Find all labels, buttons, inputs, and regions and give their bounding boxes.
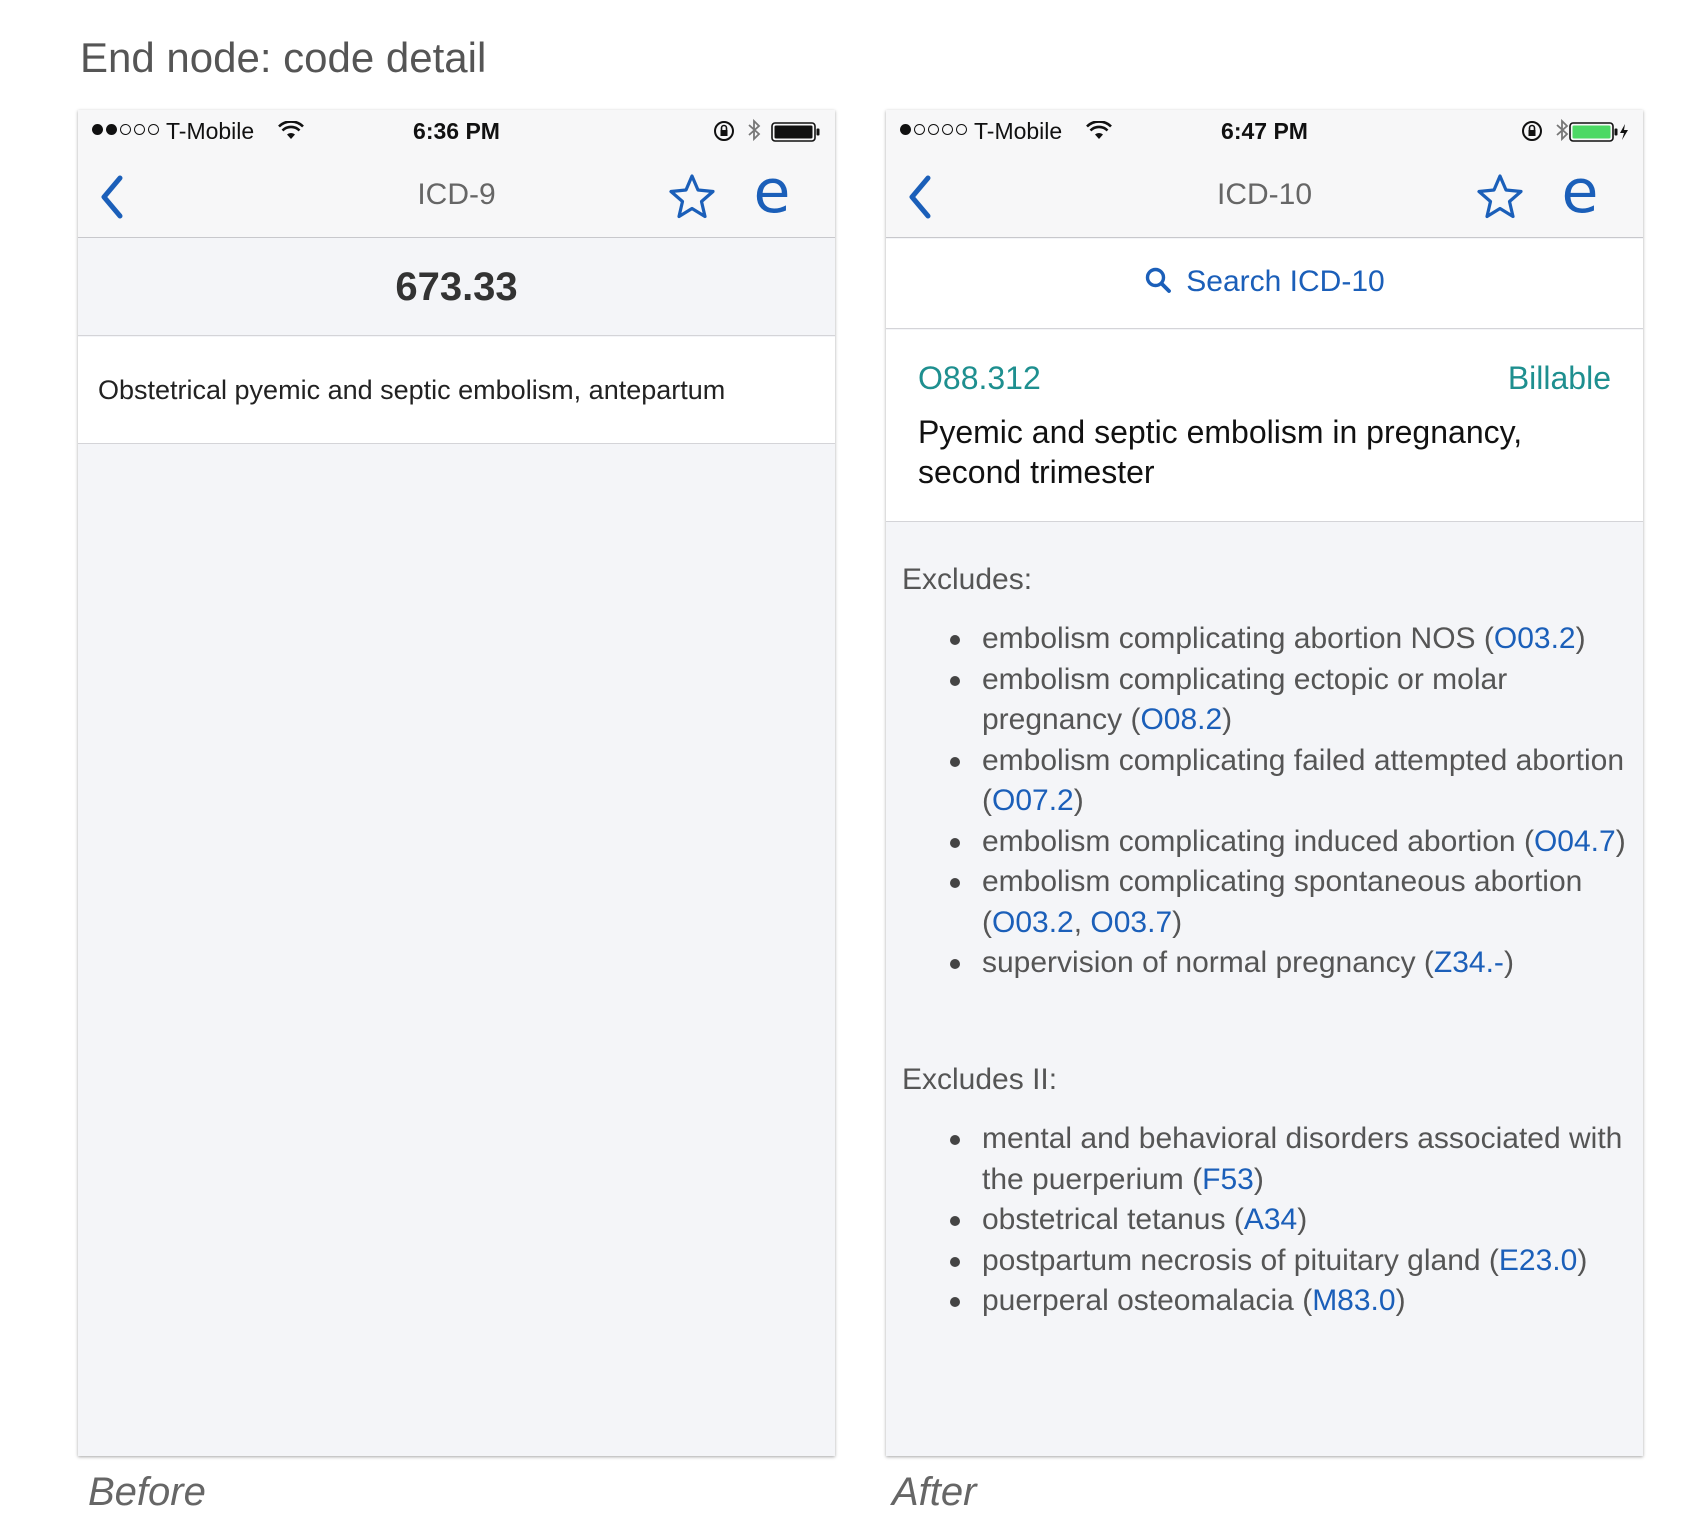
code-description: Obstetrical pyemic and septic embolism, antepartum	[78, 337, 835, 444]
code-link[interactable]: M83.0	[1312, 1284, 1396, 1317]
excludes-ii-heading: Excludes II:	[902, 1063, 1058, 1096]
caption-before: Before	[88, 1470, 206, 1514]
code-link[interactable]: F53	[1202, 1162, 1254, 1196]
status-time: 6:47 PM	[1221, 118, 1308, 144]
navigation-bar	[886, 154, 1643, 238]
battery-icon	[771, 121, 821, 148]
bluetooth-icon	[1555, 118, 1569, 148]
page-title: End node: code detail	[80, 34, 487, 81]
nav-title: ICD-9	[417, 178, 496, 211]
list-item-text: puerperal osteomalacia	[982, 1284, 1294, 1317]
code-link[interactable]: Z34.-	[1433, 946, 1504, 979]
list-item: postpartum necrosis of pituitary gland (E23.0)	[946, 1241, 1627, 1282]
code-link[interactable]: O08.2	[1140, 703, 1223, 736]
list-item-text: embolism complicating ectopic or molar pregnancy	[982, 662, 1508, 736]
list-item: embolism complicating failed attempted abortion (O07.2)	[946, 741, 1627, 822]
battery-charging-icon	[1569, 121, 1629, 148]
code-detail-card	[886, 330, 1643, 522]
search-bar[interactable]	[886, 239, 1643, 329]
star-outline-icon[interactable]	[1475, 172, 1525, 222]
list-item-text: supervision of normal pregnancy	[982, 946, 1416, 979]
list-item: embolism complicating abortion NOS (O03.2)	[946, 619, 1627, 660]
list-item-text: embolism complicating failed attempted abortion	[982, 743, 1624, 777]
status-time: 6:36 PM	[413, 118, 500, 144]
code-link[interactable]: E23.0	[1498, 1243, 1578, 1277]
list-item-text: postpartum necrosis of pituitary gland	[982, 1243, 1481, 1277]
caption-after: After	[892, 1470, 977, 1514]
list-item: embolism complicating spontaneous abortion (O03.2, O03.7)	[946, 862, 1627, 943]
list-item: puerperal osteomalacia (M83.0)	[946, 1281, 1627, 1322]
list-item-text: obstetrical tetanus	[982, 1203, 1226, 1236]
e-logo-button[interactable]: e	[753, 157, 791, 227]
nav-title: ICD-10	[1216, 178, 1313, 211]
search-icon	[1144, 266, 1172, 299]
list-item-text: embolism complicating spontaneous abortion	[982, 865, 1583, 898]
code-link[interactable]: O03.7	[1090, 905, 1173, 939]
rotation-lock-icon	[713, 120, 735, 148]
excludes-heading: Excludes:	[902, 563, 1033, 596]
list-item: embolism complicating ectopic or molar pregnancy (O08.2)	[946, 660, 1627, 741]
code-link[interactable]: A34	[1243, 1203, 1298, 1236]
code-link[interactable]: O03.2	[992, 905, 1074, 939]
rotation-lock-icon	[1521, 120, 1543, 148]
phone-screen-after	[886, 110, 1643, 1456]
list-item-text: mental and behavioral disorders associated with the puerperium	[982, 1122, 1623, 1196]
phone-screen-before	[78, 110, 835, 1456]
list-item-text: embolism complicating induced abortion	[982, 824, 1516, 858]
code-link[interactable]: O03.2	[1493, 622, 1576, 655]
code-title: 673.33	[78, 239, 835, 336]
carrier-name: T-Mobile	[974, 118, 1063, 144]
bluetooth-icon	[747, 118, 761, 148]
status-bar	[886, 110, 1643, 154]
carrier-name: T-Mobile	[166, 118, 255, 144]
code-description: Pyemic and septic embolism in pregnancy, second trimester	[918, 414, 1523, 490]
excludes-ii-list	[946, 1119, 1627, 1322]
list-item: obstetrical tetanus (A34)	[946, 1200, 1627, 1241]
navigation-bar	[78, 154, 835, 238]
code-link[interactable]: O07.2	[992, 784, 1074, 817]
list-item: supervision of normal pregnancy (Z34.-)	[946, 943, 1627, 984]
search-label[interactable]: Search ICD-10	[1186, 265, 1385, 298]
list-item: embolism complicating induced abortion (O04.7)	[946, 822, 1627, 863]
excludes-list	[946, 619, 1627, 984]
list-item-text: embolism complicating abortion NOS	[982, 622, 1476, 655]
star-outline-icon[interactable]	[667, 172, 717, 222]
code-link[interactable]: O04.7	[1533, 824, 1616, 858]
e-logo-button[interactable]: e	[1561, 157, 1599, 227]
status-bar	[78, 110, 835, 154]
code-value: O88.312	[918, 360, 1041, 396]
billable-badge: Billable	[1507, 360, 1611, 396]
list-item: mental and behavioral disorders associated with the puerperium (F53)	[946, 1119, 1627, 1200]
